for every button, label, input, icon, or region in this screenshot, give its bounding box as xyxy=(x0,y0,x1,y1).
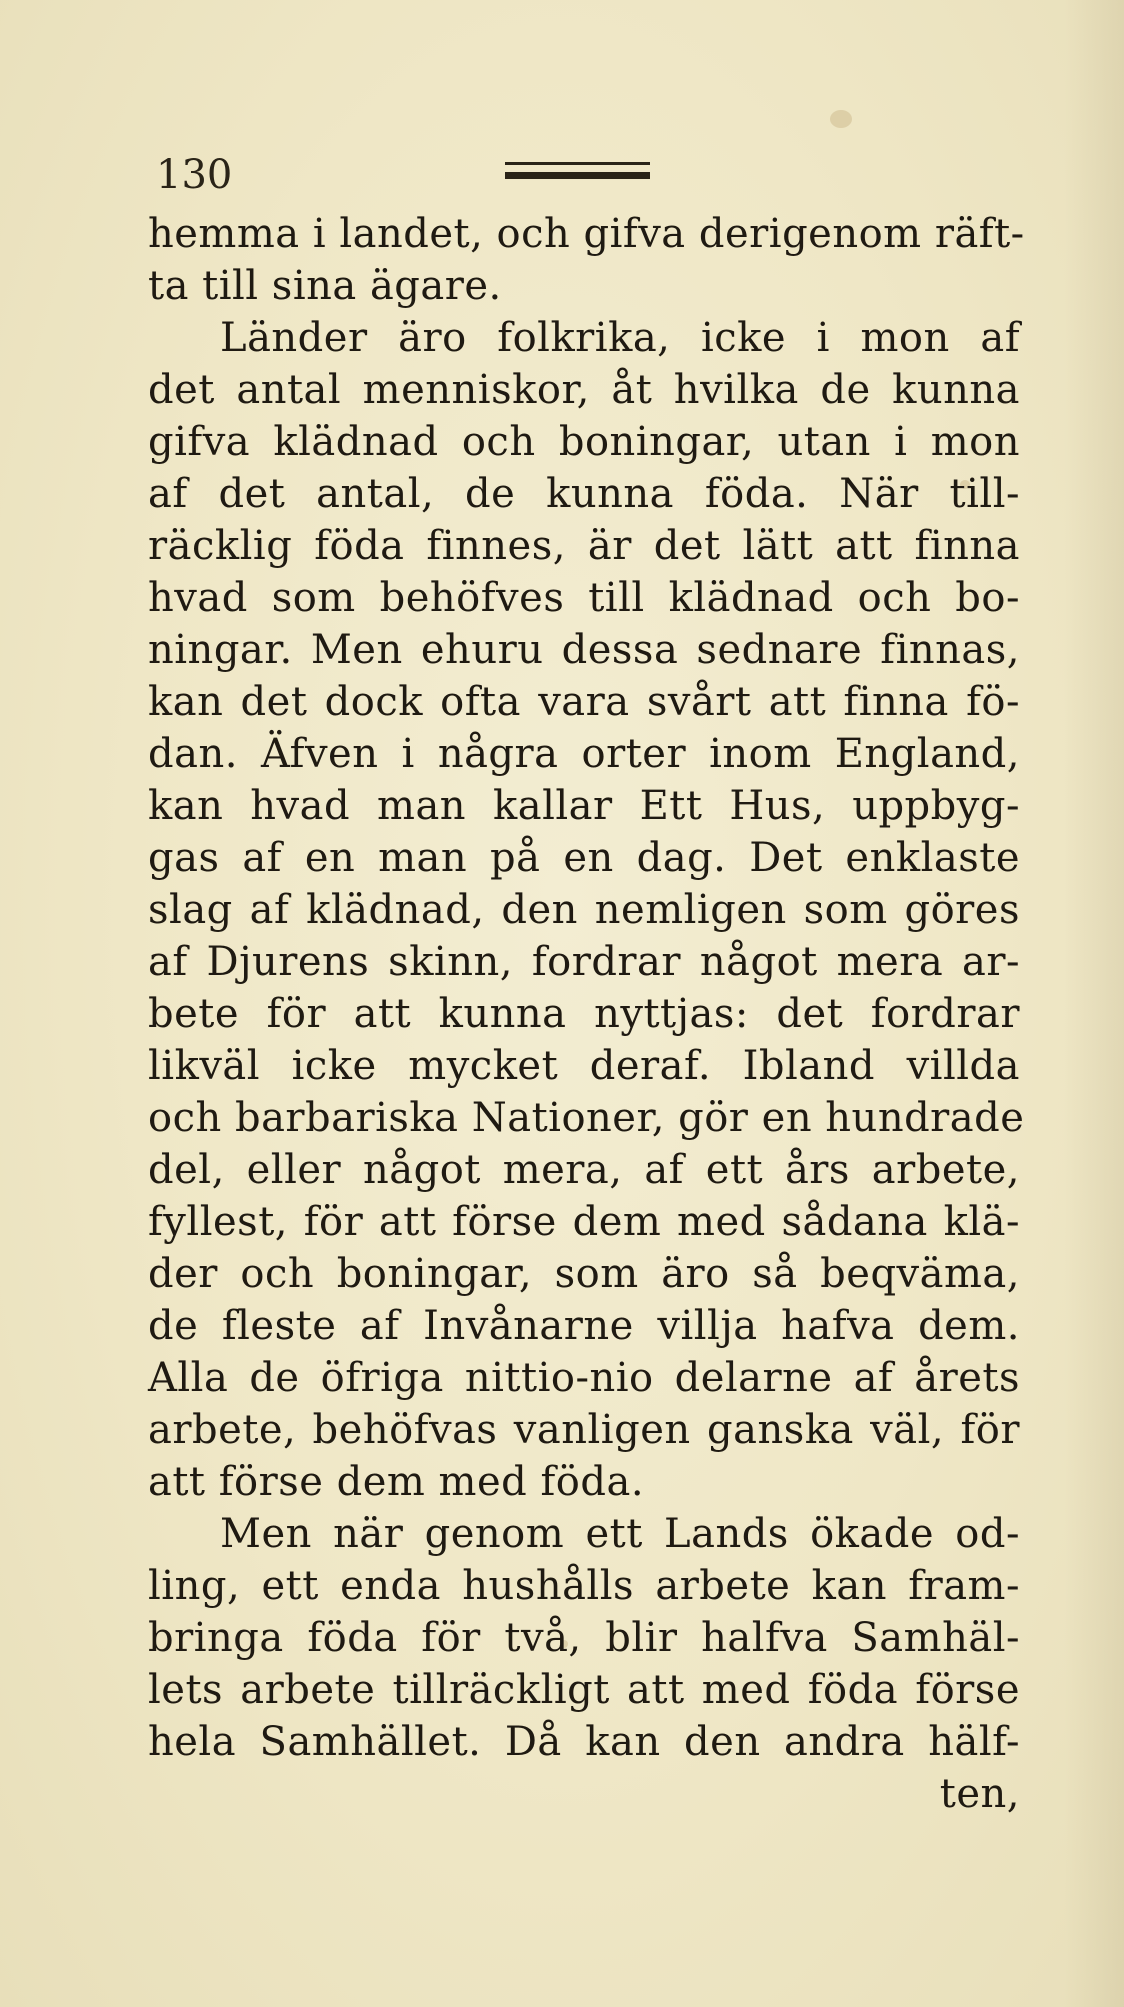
text-line: ta till sina ägare. xyxy=(148,263,502,309)
text-line: och barbariska Nationer, gör en hundrade xyxy=(148,1095,1025,1141)
text-line: ningar. Men ehuru dessa sednare finnas, xyxy=(148,627,1020,673)
page-number: 130 xyxy=(156,152,233,198)
text-line: kan hvad man kallar Ett Hus, uppbyg- xyxy=(148,783,1020,829)
text-line: hela Samhället. Då kan den andra hälf- xyxy=(148,1719,1020,1765)
text-line: slag af klädnad, den nemligen som göres xyxy=(148,887,1020,933)
catchword: ten, xyxy=(939,1771,1020,1817)
text-line: lets arbete tillräckligt att med föda förse xyxy=(148,1667,1020,1713)
text-line: arbete, behöfvas vanligen ganska väl, för xyxy=(148,1407,1020,1453)
text-line: dan. Äfven i några orter inom England, xyxy=(148,731,1020,777)
text-line: att förse dem med föda. xyxy=(148,1459,645,1505)
header-rule-thin xyxy=(505,162,650,165)
text-line: bringa föda för två, blir halfva Samhäl- xyxy=(148,1615,1020,1661)
text-line: hemma i landet, och gifva derigenom räft- xyxy=(148,211,1025,257)
text-line: kan det dock ofta vara svårt att finna fö- xyxy=(148,679,1020,725)
page-header xyxy=(140,150,1020,200)
paragraph-start-line: Men när genom ett Lands ökade od- xyxy=(220,1511,1020,1557)
text-line: der och boningar, som äro så beqväma, xyxy=(148,1251,1020,1297)
text-line: af Djurens skinn, fordrar något mera ar- xyxy=(148,939,1020,985)
text-line: det antal menniskor, åt hvilka de kunna xyxy=(148,367,1020,413)
text-line: de fleste af Invånarne villja hafva dem. xyxy=(148,1303,1020,1349)
text-line: räcklig föda finnes, är det lätt att finna xyxy=(148,523,1020,569)
text-line: Alla de öfriga nittio-nio delarne af årets xyxy=(148,1355,1020,1401)
text-line: af det antal, de kunna föda. När till- xyxy=(148,471,1020,517)
text-line: gas af en man på en dag. Det enklaste xyxy=(148,835,1020,881)
text-line: bete för att kunna nyttjas: det fordrar xyxy=(148,991,1020,1037)
page-edge-shadow xyxy=(1064,0,1124,2007)
text-line: hvad som behöfves till klädnad och bo- xyxy=(148,575,1020,621)
text-line: likväl icke mycket deraf. Ibland villda xyxy=(148,1043,1020,1089)
paragraph-start-line: Länder äro folkrika, icke i mon af xyxy=(220,315,1020,361)
paper-stain xyxy=(830,110,852,128)
body-text xyxy=(148,208,1025,1820)
text-line: del, eller något mera, af ett års arbete, xyxy=(148,1147,1020,1193)
text-line: ling, ett enda hushålls arbete kan fram- xyxy=(148,1563,1020,1609)
text-line: gifva klädnad och boningar, utan i mon xyxy=(148,419,1020,465)
text-line: fyllest, för att förse dem med sådana klä- xyxy=(148,1199,1020,1245)
header-rule-thick xyxy=(505,172,650,179)
